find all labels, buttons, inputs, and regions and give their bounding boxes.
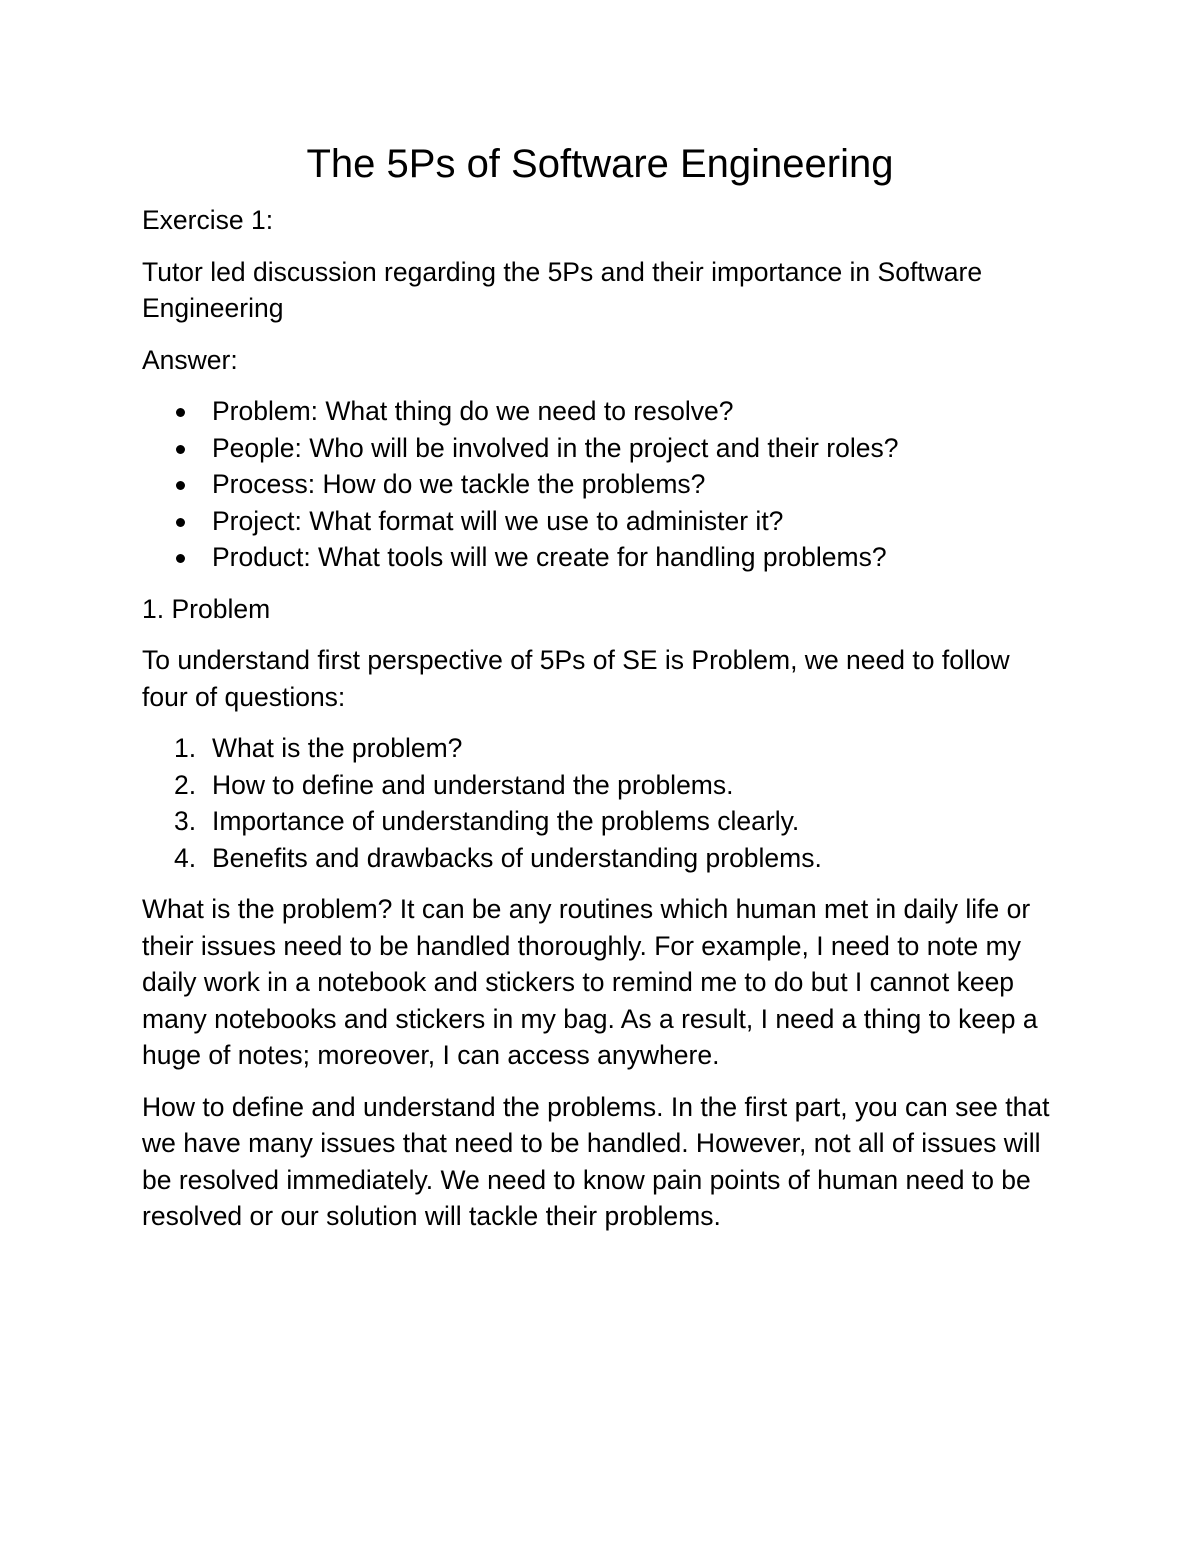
question-text: How to define and understand the problems. [212,769,734,800]
list-number: 4. [174,842,197,873]
list-item-text: People: Who will be involved in the project and their roles? [212,432,899,463]
question-text: Importance of understanding the problems clearly. [212,806,800,836]
answer-label: Answer: [142,344,238,375]
bullet-icon [176,518,185,527]
bullet-icon [176,408,185,417]
exercise-label: Exercise 1: [142,205,274,235]
section-intro: To understand first perspective of 5Ps of SE is Problem, we need to follow four of questions: [142,645,1010,712]
question-item [142,767,1062,804]
list-item-problem [142,393,1062,430]
paragraph-what-is-problem: What is the problem? It can be any routines which human met in daily life or their issues need to be handled thoroughly. For example, I need to note my daily work in a notebook and stickers to remind me to do but I cannot keep many notebooks and stickers in my bag. As a result, I need a thing to keep a huge of notes; moreover, I can access anywhere. [142,894,1038,1070]
question-text: Benefits and drawbacks of understanding problems. [212,842,822,873]
list-item-text: Project: What format will we use to administer it? [212,505,784,536]
list-item-people [142,430,1062,467]
list-item-text: Product: What tools will we create for handling problems? [212,542,887,572]
list-item-text: Problem: What thing do we need to resolve? [212,396,734,426]
list-item-project [142,503,1062,540]
paragraph-how-to-define: How to define and understand the problems. In the first part, you can see that we have many issues that need to be handled. However, not all of issues will be resolved immediately. We need to know pain points of human need to be resolved or our solution will tackle their problems. [142,1091,1050,1231]
question-item [142,730,1062,767]
list-number: 3. [174,806,197,836]
question-item [142,840,1062,877]
bullet-icon [176,445,185,454]
exercise-description: Tutor led discussion regarding the 5Ps and their importance in Software Engineering [142,256,983,323]
five-ps-list [142,393,1062,576]
bullet-icon [176,554,185,563]
question-text: What is the problem? [212,733,463,763]
questions-list [142,730,1062,876]
document-title: The 5Ps of Software Engineering [306,142,894,186]
list-item-product [142,539,1062,576]
question-item [142,803,1062,840]
section-heading-problem: 1. Problem [142,593,271,624]
list-item-process [142,466,1062,503]
list-item-text: Process: How do we tackle the problems? [212,469,706,499]
list-number: 2. [174,769,197,800]
list-number: 1. [174,733,197,763]
bullet-icon [176,481,185,490]
document-body [142,140,1062,1250]
